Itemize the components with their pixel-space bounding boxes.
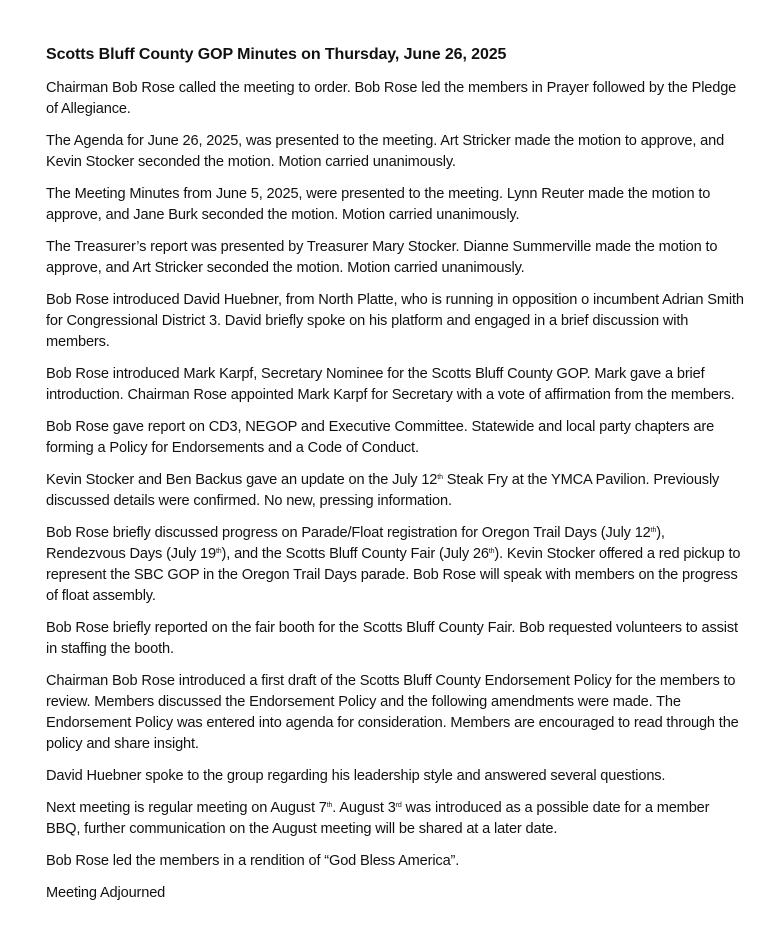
document-title: Scotts Bluff County GOP Minutes on Thursday, June 26, 2025 <box>46 46 507 63</box>
paragraph-text: . August 3 <box>332 800 396 816</box>
paragraph-text: David Huebner spoke to the group regarding his leadership style and answered several questions. <box>46 768 666 784</box>
minutes-document <box>46 44 746 915</box>
paragraph-text: Steak Fry at the YMCA Pavilion. Previously discussed details were confirmed. No new, pressing information. <box>46 472 720 509</box>
paragraph-text: ), and the Scotts Bluff County Fair (July 26 <box>221 546 489 562</box>
paragraph <box>46 766 746 787</box>
paragraph <box>46 618 746 660</box>
paragraph-text: The Agenda for June 26, 2025, was presented to the meeting. Art Stricker made the motion to approve, and Kevin Stocker seconded the motion. Motion carried unanimously. <box>46 133 725 170</box>
paragraph <box>46 364 746 406</box>
ordinal-suffix: th <box>650 527 657 534</box>
paragraph <box>46 523 746 607</box>
paragraph-text: Meeting Adjourned <box>46 885 166 901</box>
paragraph-text: Next meeting is regular meeting on August 7 <box>46 800 327 816</box>
ordinal-suffix: th <box>488 548 495 555</box>
paragraph-text: Bob Rose introduced Mark Karpf, Secretary Nominee for the Scotts Bluff County GOP. Mark gave a brief introduction. Chairman Rose appointed Mark Karpf for Secretary with a vote of affirmation from the members. <box>46 366 735 403</box>
paragraph-text: Bob Rose led the members in a rendition of “God Bless America”. <box>46 853 460 869</box>
paragraph <box>46 237 746 279</box>
paragraph-text: Chairman Bob Rose called the meeting to order. Bob Rose led the members in Prayer followed by the Pledge of Allegiance. <box>46 80 737 117</box>
paragraph-text: The Treasurer’s report was presented by Treasurer Mary Stocker. Dianne Summerville made the motion to approve, and Art Stricker seconded the motion. Motion carried unanimously. <box>46 239 718 276</box>
paragraph-text: Bob Rose gave report on CD3, NEGOP and Executive Committee. Statewide and local party chapters are forming a Policy for Endorsements and a Code of Conduct. <box>46 419 715 456</box>
paragraph <box>46 184 746 226</box>
paragraph <box>46 470 746 512</box>
paragraph-list <box>46 78 746 904</box>
paragraph-text: Bob Rose introduced David Huebner, from North Platte, who is running in opposition o incumbent Adrian Smith for Congressional District 3. David briefly spoke on his platform and engaged in a brief discussion with members. <box>46 292 744 350</box>
paragraph <box>46 417 746 459</box>
paragraph <box>46 851 746 872</box>
paragraph <box>46 131 746 173</box>
paragraph-text: was introduced as a possible date for a member BBQ, further communication on the August meeting will be shared at a later date. <box>46 800 710 837</box>
ordinal-suffix: th <box>437 474 443 481</box>
ordinal-suffix: th <box>216 548 222 555</box>
paragraph <box>46 78 746 120</box>
ordinal-suffix: rd <box>395 802 402 809</box>
paragraph <box>46 290 746 353</box>
paragraph-text: Kevin Stocker and Ben Backus gave an update on the July 12 <box>46 472 438 488</box>
ordinal-suffix: th <box>326 802 333 809</box>
paragraph-text: Chairman Bob Rose introduced a first draft of the Scotts Bluff County Endorsement Policy for the members to review. Members discussed the Endorsement Policy and the following amendments were made. The Endorsement Policy was entered into agenda for consideration. Members are encouraged to read through the policy and share insight. <box>46 673 739 752</box>
paragraph-text: ). Kevin Stocker offered a red pickup to represent the SBC GOP in the Oregon Trail Days parade. Bob Rose will speak with members on the progress of float assembly. <box>46 546 741 604</box>
paragraph-text: Bob Rose briefly discussed progress on Parade/Float registration for Oregon Trail Days (July 12 <box>46 525 651 541</box>
paragraph <box>46 671 746 755</box>
paragraph-text: The Meeting Minutes from June 5, 2025, were presented to the meeting. Lynn Reuter made the motion to approve, and Jane Burk seconded the motion. Motion carried unanimously. <box>46 186 711 223</box>
paragraph-text: Bob Rose briefly reported on the fair booth for the Scotts Bluff County Fair. Bob requested volunteers to assist in staffing the booth. <box>46 620 738 657</box>
paragraph <box>46 883 746 904</box>
paragraph <box>46 798 746 840</box>
paragraph-text: ), Rendezvous Days (July 19 <box>46 525 665 562</box>
